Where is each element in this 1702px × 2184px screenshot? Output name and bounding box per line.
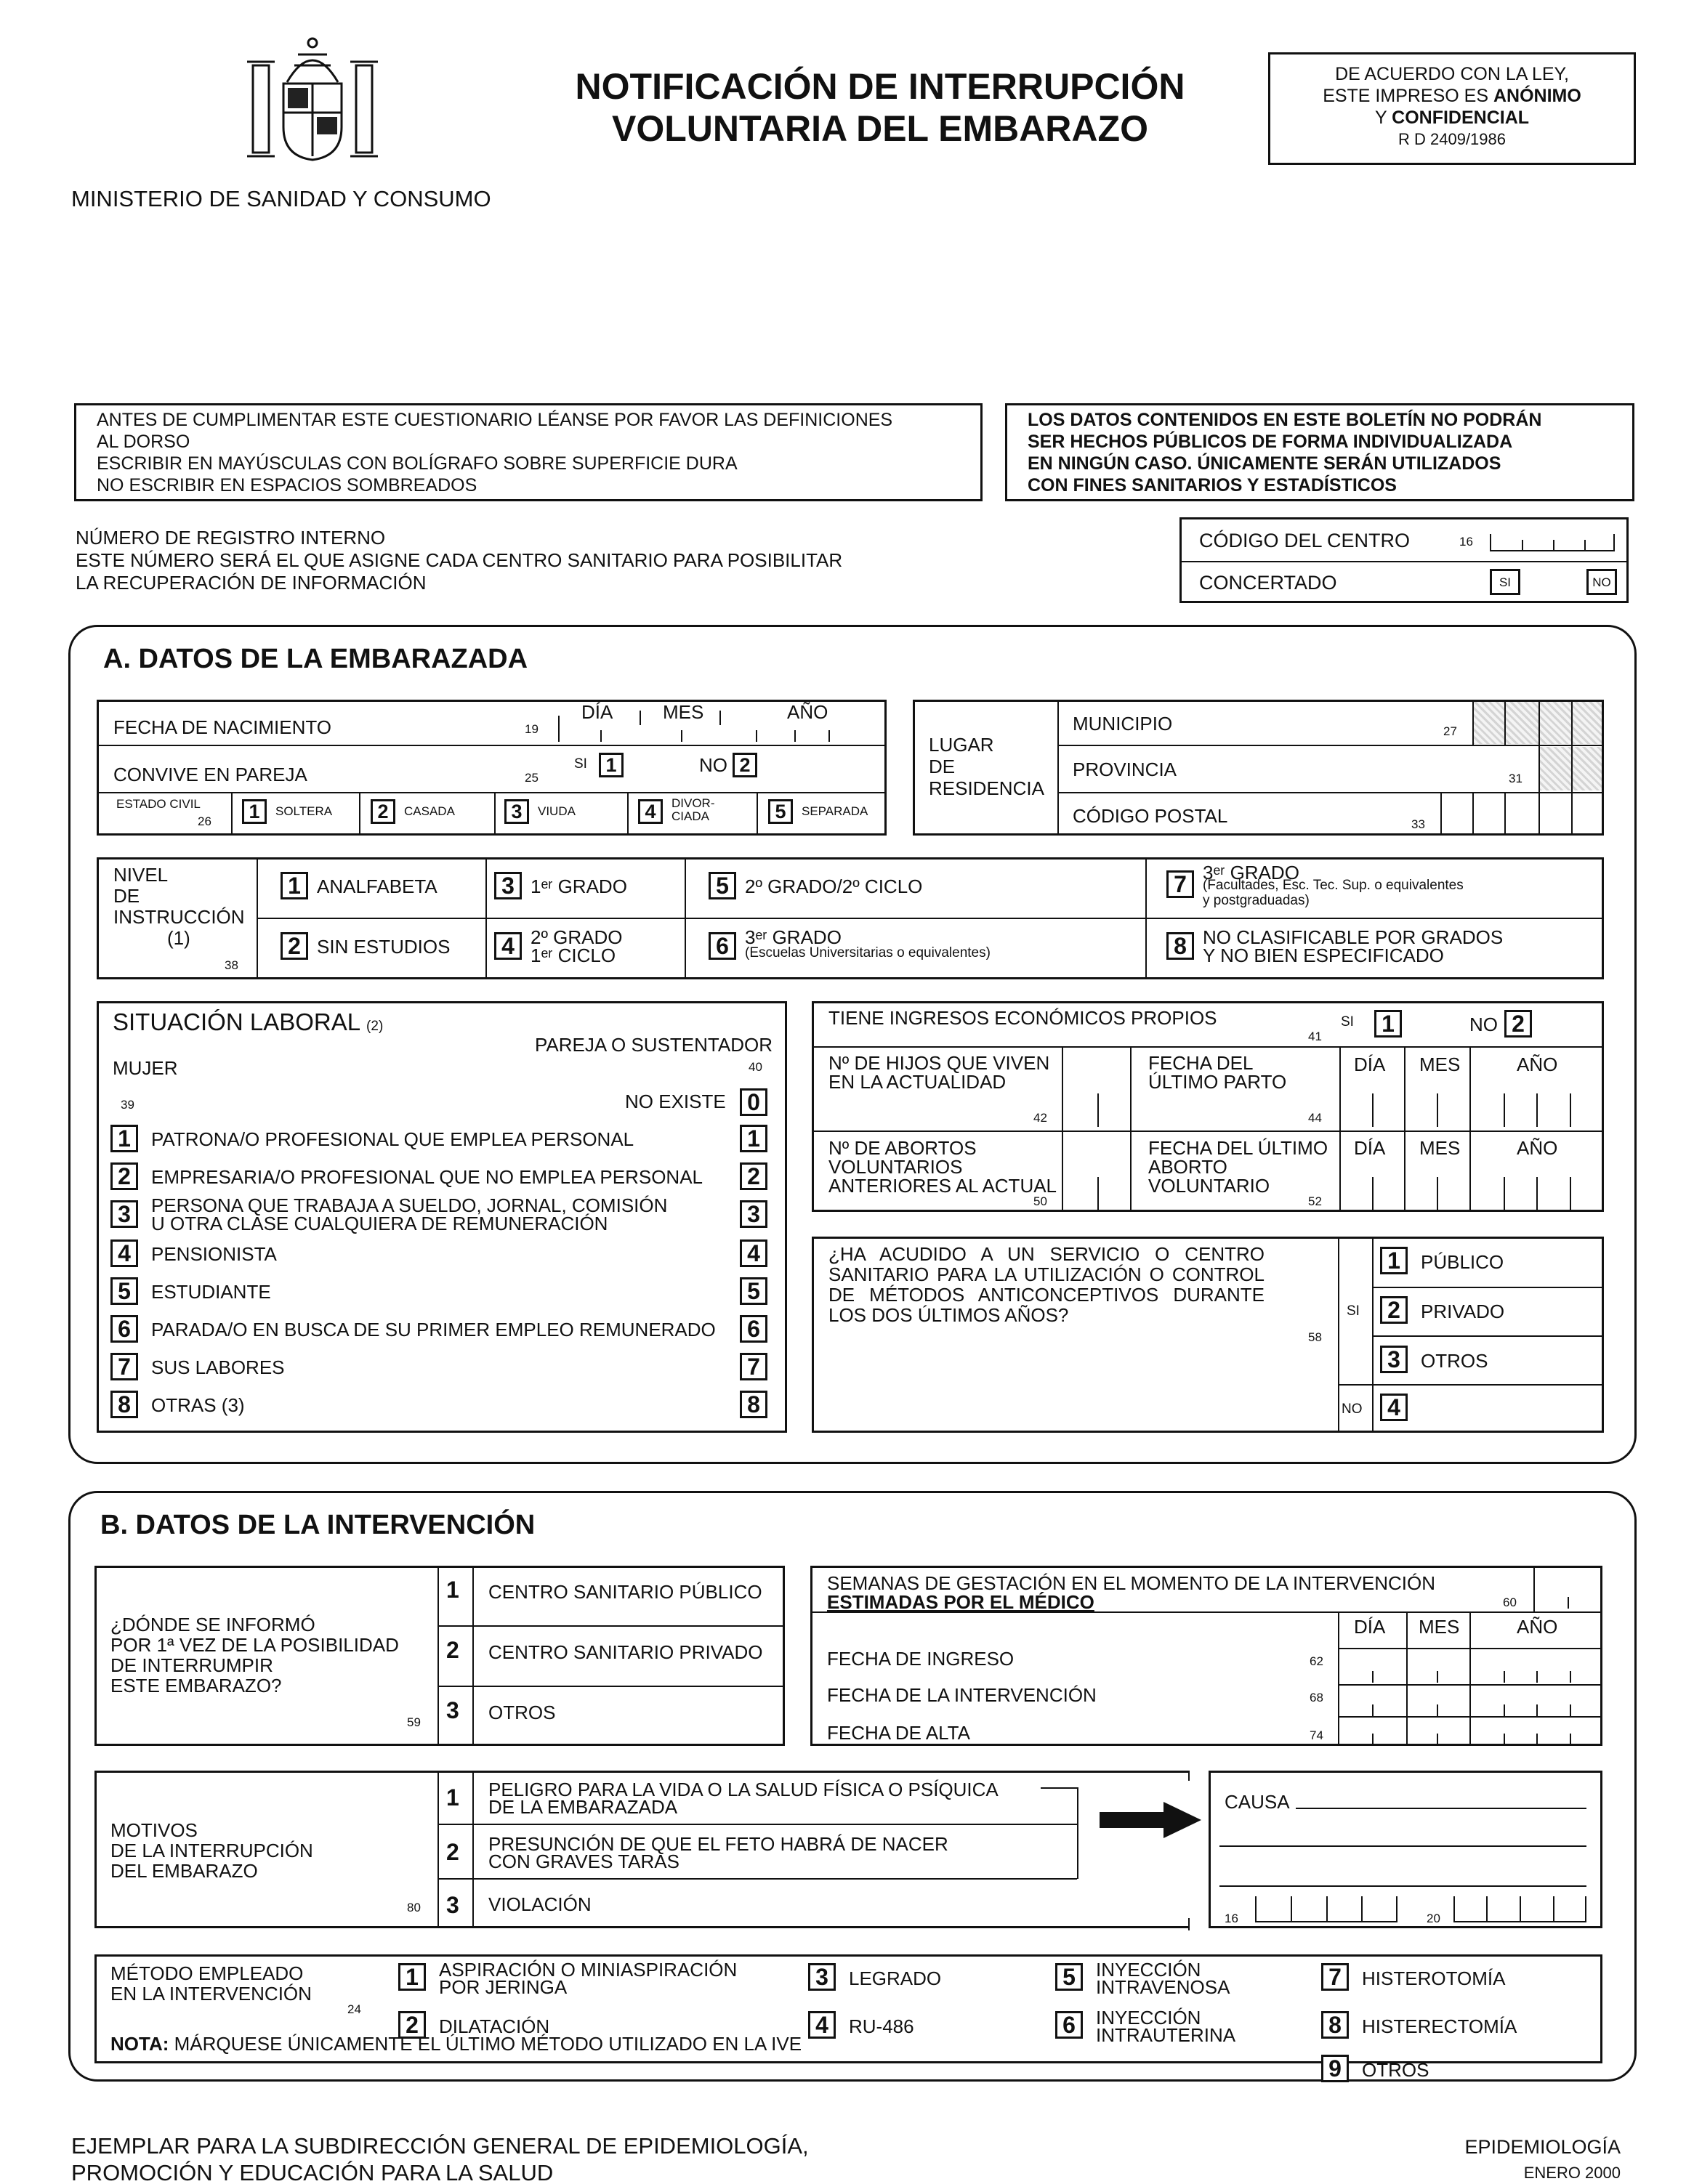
nivel-instruccion-7-label-1: 3ᵉʳ GRADO [1203, 862, 1299, 883]
metodo-3-label-1: LEGRADO [849, 1967, 942, 1989]
servicio-3-checkbox[interactable]: 3 [1380, 1346, 1408, 1373]
donde-line-2: POR 1ª VEZ DE LA POSIBILIDAD [110, 1634, 399, 1656]
ultimo-parto-line-2: ÚLTIMO PARTO [1148, 1071, 1287, 1093]
donde-1-label: CENTRO SANITARIO PÚBLICO [488, 1581, 762, 1603]
laboral-mujer-8-label: OTRAS (3) [151, 1394, 245, 1416]
laboral-pareja-5-checkbox[interactable]: 5 [740, 1277, 767, 1305]
servicio-2-checkbox[interactable]: 2 [1380, 1296, 1408, 1324]
hijos-field[interactable] [1062, 1090, 1129, 1129]
motivo-3-number[interactable]: 3 [446, 1892, 459, 1918]
motivo-3-label-1: VIOLACIÓN [488, 1893, 592, 1915]
fecha-alta-field[interactable] [1339, 1718, 1602, 1745]
estado-civil-3-checkbox[interactable]: 3 [504, 799, 529, 824]
ingresos-no-label: NO [1469, 1014, 1498, 1035]
abortos-line-3: ANTERIORES AL ACTUAL [828, 1175, 1057, 1197]
abortos-line-1: Nº DE ABORTOS [828, 1137, 977, 1159]
situacion-laboral-title [113, 1010, 383, 1035]
fecha-intervencion-field[interactable] [1339, 1686, 1602, 1715]
nota-label: NOTA: [110, 2033, 169, 2055]
nivel-instruccion-8-label-2: Y NO BIEN ESPECIFICADO [1203, 945, 1444, 966]
laboral-mujer-5-label: ESTUDIANTE [151, 1281, 271, 1303]
nivel-instruccion-2-label: SIN ESTUDIOS [317, 936, 451, 958]
date-digit-separator [1504, 1734, 1505, 1745]
estado-civil-1-checkbox[interactable]: 1 [242, 799, 267, 824]
laboral-pareja-1-checkbox[interactable]: 1 [740, 1125, 767, 1152]
servicio-4-checkbox[interactable]: 4 [1380, 1394, 1408, 1421]
ministry-name: MINISTERIO DE SANIDAD Y CONSUMO [71, 186, 491, 211]
date-digit-separator [1437, 1734, 1438, 1745]
semanas-line-2: ESTIMADAS POR EL MÉDICO [827, 1591, 1094, 1613]
concertado-si-checkbox[interactable]: SI [1490, 569, 1520, 595]
donde-1-number[interactable]: 1 [446, 1577, 459, 1603]
estado-civil-1-label: SOLTERA [275, 804, 333, 818]
mes-label: MES [663, 701, 704, 723]
laboral-pareja-4-checkbox[interactable]: 4 [740, 1239, 767, 1267]
fecha-alta-label: FECHA DE ALTA [827, 1722, 970, 1744]
servicio-1-label: PÚBLICO [1421, 1251, 1504, 1273]
nivel-instruccion-1-checkbox[interactable]: 1 [281, 872, 308, 899]
metodo-1-label-2: POR JERINGA [439, 1976, 568, 1998]
servicio-no-label: NO [1342, 1402, 1363, 1417]
metodo-4-checkbox[interactable]: 4 [808, 2011, 836, 2039]
causa-num-16: 16 [1225, 1912, 1238, 1925]
convive-no-label: NO [699, 754, 727, 776]
date-digit-separator [1536, 1704, 1538, 1716]
convive-no-checkbox[interactable]: 2 [733, 753, 757, 777]
section-a-title: A. DATOS DE LA EMBARAZADA [103, 644, 528, 674]
motivos-num: 80 [407, 1901, 421, 1914]
metodo-line-2: EN LA INTERVENCIÓN [110, 1983, 312, 2005]
donde-2-number[interactable]: 2 [446, 1637, 459, 1663]
codigo-centro-field[interactable] [1490, 534, 1615, 551]
servicio-num: 58 [1308, 1330, 1322, 1344]
motivos-line-3: DEL EMBARAZO [110, 1860, 258, 1882]
donde-3-label: OTROS [488, 1702, 556, 1723]
fecha-nacimiento-field[interactable] [558, 716, 849, 743]
laboral-mujer-1-label: PATRONA/O PROFESIONAL QUE EMPLEA PERSONAL [151, 1128, 634, 1150]
residencia-line-3: RESIDENCIA [929, 777, 1044, 799]
date-digit-separator [1536, 1734, 1538, 1745]
laboral-mujer-2-label: EMPRESARIA/O PROFESIONAL QUE NO EMPLEA PERSONAL [151, 1166, 703, 1188]
laboral-num-39: 39 [121, 1098, 134, 1112]
abortos-line-2: VOLUNTARIOS [828, 1156, 963, 1178]
fecha-alta-num: 74 [1310, 1728, 1323, 1742]
metodo-num: 24 [347, 2002, 361, 2016]
motivo-1-label-2: DE LA EMBARAZADA [488, 1796, 678, 1818]
nota-text: MÁRQUESE ÚNICAMENTE EL ÚLTIMO MÉTODO UTILIZADO EN LA IVE [169, 2033, 802, 2055]
aborto-dia-label: DÍA [1354, 1137, 1386, 1159]
estado-civil-3-label: VIUDA [538, 804, 576, 818]
legal-box [1268, 52, 1636, 165]
registro-line-2: ESTE NÚMERO SERÁ EL QUE ASIGNE CADA CENTRO SANITARIO PARA POSIBILITAR [76, 549, 843, 571]
codigo-postal-field[interactable] [1440, 793, 1603, 834]
fecha-ingreso-field[interactable] [1339, 1649, 1602, 1683]
nivel-instruccion-6-label-1: 3ᵉʳ GRADO [745, 926, 842, 948]
metodo-2-label-1: DILATACIÓN [439, 2015, 550, 2037]
nivel-instruccion-5-label: 2º GRADO/2º CICLO [745, 875, 923, 897]
metodo-nota [110, 2034, 802, 2054]
causa-label: CAUSA [1225, 1791, 1290, 1813]
convive-si-checkbox[interactable]: 1 [599, 753, 624, 777]
nivel-instruccion-2-checkbox[interactable]: 2 [281, 932, 308, 960]
ultimo-aborto-line-2: ABORTO [1148, 1156, 1227, 1178]
municipio-num: 27 [1443, 724, 1457, 738]
footer-line-2: PROMOCIÓN Y EDUCACIÓN PARA LA SALUD [71, 2160, 554, 2184]
metodo-4-label-1: RU-486 [849, 2015, 914, 2037]
privacy-box [1005, 403, 1634, 501]
instructions-line-3: ESCRIBIR EN MAYÚSCULAS CON BOLÍGRAFO SOBRE SUPERFICIE DURA [97, 453, 738, 474]
fecha-nacimiento-num: 19 [525, 722, 539, 736]
laboral-note: (2) [366, 1019, 384, 1034]
legal-line-1: DE ACUERDO CON LA LEY, [1335, 64, 1569, 84]
abortos-field[interactable] [1062, 1173, 1129, 1211]
convive-si-label: SI [574, 756, 587, 772]
laboral-mujer-3-label-2: U OTRA CLASE CUALQUIERA DE REMUNERACIÓN [151, 1213, 608, 1234]
nivel-instruccion-7-checkbox[interactable]: 7 [1166, 870, 1194, 898]
estado-civil-label: ESTADO CIVIL [116, 797, 201, 811]
motivo-1-label-1: PELIGRO PARA LA VIDA O LA SALUD FÍSICA O PSÍQUICA [488, 1779, 999, 1800]
nivel-instruccion-3-checkbox[interactable]: 3 [494, 872, 522, 899]
nivel-instruccion-6-checkbox[interactable]: 6 [709, 932, 736, 960]
motivo-2-number[interactable]: 2 [446, 1839, 459, 1865]
nivel-instruccion-7-label-2: (Facultades, Esc. Tec. Sup. o equivalentes [1203, 878, 1464, 893]
instructions-line-1: ANTES DE CUMPLIMENTAR ESTE CUESTIONARIO LÉANSE POR FAVOR LAS DEFINICIONES [97, 410, 893, 430]
metodo-7-label-1: HISTEROTOMÍA [1362, 1967, 1506, 1989]
metodo-1-checkbox[interactable]: 1 [398, 1963, 426, 1991]
date-digit-separator [1504, 1671, 1505, 1683]
aborto-mes-label: MES [1419, 1137, 1461, 1159]
fecha-ingreso-label: FECHA DE INGRESO [827, 1648, 1015, 1670]
parto-dia-label: DÍA [1354, 1053, 1386, 1075]
date-digit-separator [1536, 1671, 1538, 1683]
estado-civil-num: 26 [198, 814, 211, 828]
residencia-line-1: LUGAR [929, 734, 994, 756]
servicio-3-label: OTROS [1421, 1350, 1488, 1372]
estado-civil-2-checkbox[interactable]: 2 [371, 799, 395, 824]
ingresos-si-checkbox[interactable]: 1 [1374, 1010, 1402, 1038]
fecha-ingreso-num: 62 [1310, 1654, 1323, 1668]
privacy-line-2: SER HECHOS PÚBLICOS DE FORMA INDIVIDUALIZADA [1028, 432, 1513, 452]
metodo-5-label-1: INYECCIÓN [1096, 1959, 1201, 1981]
nivel-line-4: (1) [167, 927, 190, 949]
legal-decree: R D 2409/1986 [1398, 130, 1506, 148]
metodo-7-checkbox[interactable]: 7 [1321, 1963, 1349, 1991]
nivel-instruccion-8-checkbox[interactable]: 8 [1166, 932, 1194, 960]
privacy-line-3: EN NINGÚN CASO. ÚNICAMENTE SERÁN UTILIZADOS [1028, 453, 1501, 474]
servicio-si-label: SI [1347, 1303, 1360, 1319]
estado-civil-5-checkbox[interactable]: 5 [768, 799, 793, 824]
ultimo-parto-num: 44 [1308, 1111, 1322, 1125]
semanas-num: 60 [1503, 1595, 1517, 1609]
estado-civil-4-label-1: DIVOR- [671, 796, 715, 810]
donde-num: 59 [407, 1715, 421, 1729]
hijos-num: 42 [1033, 1111, 1047, 1125]
laboral-mujer-3-checkbox[interactable]: 3 [110, 1200, 138, 1228]
motivo-2-label-2: CON GRAVES TARAS [488, 1851, 679, 1872]
concertado-no-checkbox[interactable]: NO [1586, 569, 1617, 595]
municipio-field[interactable] [1472, 702, 1602, 744]
convive-num: 25 [525, 771, 539, 785]
title-line-1: NOTIFICACIÓN DE INTERRUPCIÓN [575, 66, 1185, 107]
nivel-line-1: NIVEL [113, 864, 169, 886]
causa-field[interactable] [1296, 1808, 1586, 1809]
fecha-nacimiento-label: FECHA DE NACIMIENTO [113, 716, 332, 738]
laboral-mujer-7-checkbox[interactable]: 7 [110, 1353, 138, 1380]
laboral-pareja-2-checkbox[interactable]: 2 [740, 1162, 767, 1190]
nivel-instruccion-4-label-1: 2º GRADO [531, 926, 623, 948]
date-digit-separator [1437, 1704, 1438, 1716]
nivel-instruccion-5-checkbox[interactable]: 5 [709, 872, 736, 899]
servicio-line-3: DE MÉTODOS ANTICONCEPTIVOS DURANTE [828, 1284, 1265, 1306]
fecha-intervencion-label: FECHA DE LA INTERVENCIÓN [827, 1684, 1097, 1706]
hijos-line-1: Nº DE HIJOS QUE VIVEN [828, 1052, 1050, 1074]
residencia-line-2: DE [929, 756, 956, 777]
donde-3-number[interactable]: 3 [446, 1697, 459, 1723]
pareja-label: PAREJA O SUSTENTADOR [535, 1034, 773, 1056]
metodo-3-checkbox[interactable]: 3 [808, 1963, 836, 1991]
nivel-instruccion-4-label-2: 1ᵉʳ CICLO [531, 945, 616, 966]
semanas-field[interactable] [1533, 1568, 1600, 1610]
metodo-6-label-2: INTRAUTERINA [1096, 2024, 1236, 2046]
ultimo-parto-field[interactable] [1340, 1090, 1603, 1129]
laboral-mujer-6-label: PARADA/O EN BUSCA DE SU PRIMER EMPLEO REMUNERADO [151, 1319, 716, 1340]
nivel-instruccion-3-label: 1ᵉʳ GRADO [531, 875, 627, 897]
estado-civil-4-checkbox[interactable]: 4 [638, 799, 663, 824]
ingresos-si-label: SI [1341, 1014, 1354, 1030]
legal-confidencial: CONFIDENCIAL [1392, 108, 1530, 128]
nivel-instruccion-6-label-2: (Escuelas Universitarias o equivalentes) [745, 945, 991, 960]
metodo-2-checkbox[interactable]: 2 [398, 2011, 426, 2039]
registro-line-3: LA RECUPERACIÓN DE INFORMACIÓN [76, 572, 427, 594]
ultimo-aborto-field[interactable] [1340, 1173, 1603, 1211]
legal-anonimo: ANÓNIMO [1493, 86, 1581, 106]
mujer-label: MUJER [113, 1057, 178, 1079]
date-digit-separator [1570, 1671, 1571, 1683]
metodo-1-label-1: ASPIRACIÓN O MINIASPIRACIÓN [439, 1959, 738, 1981]
metodo-9-checkbox[interactable]: 9 [1321, 2055, 1349, 2082]
registro-text [76, 527, 842, 594]
privacy-line-4: CON FINES SANITARIOS Y ESTADÍSTICOS [1028, 475, 1397, 496]
donde-line-3: DE INTERRUMPIR [110, 1654, 273, 1676]
anio-label: AÑO [787, 701, 828, 723]
semanas-line-1: SEMANAS DE GESTACIÓN EN EL MOMENTO DE LA INTERVENCIÓN [827, 1572, 1435, 1594]
privacy-line-1: LOS DATOS CONTENIDOS EN ESTE BOLETÍN NO PODRÁN [1028, 410, 1542, 430]
footer-line-1: EJEMPLAR PARA LA SUBDIRECCIÓN GENERAL DE EPIDEMIOLOGÍA, [71, 2133, 809, 2159]
nivel-line-2: DE [113, 885, 140, 907]
parto-mes-label: MES [1419, 1053, 1461, 1075]
nivel-instruccion-4-checkbox[interactable]: 4 [494, 932, 522, 960]
legal-line-3: Y [1374, 108, 1392, 128]
date-digit-separator [1372, 1734, 1374, 1745]
arrow-right-icon [1100, 1802, 1201, 1842]
codigo-postal-num: 33 [1411, 817, 1425, 831]
ultimo-aborto-line-1: FECHA DEL ÚLTIMO [1148, 1137, 1328, 1159]
parto-anio-label: AÑO [1517, 1053, 1558, 1075]
laboral-mujer-7-label: SUS LABORES [151, 1356, 285, 1378]
metodo-6-checkbox[interactable]: 6 [1055, 2011, 1083, 2039]
motivos-line-2: DE LA INTERRUPCIÓN [110, 1840, 313, 1861]
estado-civil-5-label: SEPARADA [802, 804, 868, 818]
estado-civil-2-label: CASADA [404, 804, 455, 818]
nivel-line-3: INSTRUCCIÓN [113, 906, 245, 928]
date-digit-separator [1372, 1704, 1374, 1716]
estado-civil-4-label-2: CIADA [671, 809, 709, 823]
ultimo-aborto-num: 52 [1308, 1194, 1322, 1208]
metodo-8-label-1: HISTERECTOMÍA [1362, 2015, 1517, 2037]
laboral-mujer-1-checkbox[interactable]: 1 [110, 1125, 138, 1152]
servicio-2-label: PRIVADO [1421, 1301, 1505, 1322]
metodo-6-label-1: INYECCIÓN [1096, 2007, 1201, 2029]
date-digit-separator [1570, 1734, 1571, 1745]
laboral-mujer-8-checkbox[interactable]: 8 [110, 1391, 138, 1418]
laboral-pareja-8-checkbox[interactable]: 8 [740, 1391, 767, 1418]
municipio-label: MUNICIPIO [1073, 713, 1173, 735]
metodo-9-label-1: OTROS [1362, 2059, 1429, 2081]
date-digit-separator [1504, 1704, 1505, 1716]
motivo-1-number[interactable]: 1 [446, 1784, 459, 1811]
abortos-num: 50 [1033, 1194, 1047, 1208]
laboral-mujer-5-checkbox[interactable]: 5 [110, 1277, 138, 1305]
legal-line-2: ESTE IMPRESO ES [1323, 86, 1493, 106]
provincia-num: 31 [1509, 772, 1522, 785]
codigo-postal-label: CÓDIGO POSTAL [1073, 805, 1228, 827]
nivel-instruccion-8-label-1: NO CLASIFICABLE POR GRADOS [1203, 926, 1504, 948]
instructions-line-2: AL DORSO [97, 432, 190, 452]
footer-epidemiologia: EPIDEMIOLOGÍA [1464, 2136, 1621, 2158]
no-existe-label: NO EXISTE [625, 1091, 726, 1112]
donde-line-4: ESTE EMBARAZO? [110, 1675, 282, 1696]
servicio-line-1: ¿HA ACUDIDO A UN SERVICIO O CENTRO [828, 1243, 1265, 1265]
motivo-2-label-1: PRESUNCIÓN DE QUE EL FETO HABRÁ DE NACER [488, 1833, 948, 1855]
metodo-5-label-2: INTRAVENOSA [1096, 1976, 1230, 1998]
donde-line-1: ¿DÓNDE SE INFORMÓ [110, 1614, 315, 1635]
motivos-line-1: MOTIVOS [110, 1819, 198, 1841]
servicio-line-4: LOS DOS ÚLTIMOS AÑOS? [828, 1304, 1069, 1326]
dia-label: DÍA [581, 701, 613, 723]
fecha-b-anio-label: AÑO [1517, 1616, 1558, 1638]
laboral-pareja-7-checkbox[interactable]: 7 [740, 1353, 767, 1380]
nivel-instruccion-7-label-3: y postgraduadas) [1203, 893, 1310, 908]
ingresos-num: 41 [1308, 1030, 1322, 1043]
laboral-mujer-4-label: PENSIONISTA [151, 1243, 277, 1265]
laboral-pareja-6-checkbox[interactable]: 6 [740, 1315, 767, 1343]
nivel-num: 38 [225, 958, 238, 972]
footer-date: ENERO 2000 [1523, 2164, 1621, 2182]
ultimo-parto-line-1: FECHA DEL [1148, 1052, 1254, 1074]
nivel-instruccion-1-label: ANALFABETA [317, 875, 437, 897]
title-line-2: VOLUNTARIA DEL EMBARAZO [612, 108, 1148, 149]
metodo-5-checkbox[interactable]: 5 [1055, 1963, 1083, 1991]
ultimo-aborto-line-3: VOLUNTARIO [1148, 1175, 1270, 1197]
laboral-mujer-6-checkbox[interactable]: 6 [110, 1315, 138, 1343]
servicio-1-checkbox[interactable]: 1 [1380, 1247, 1408, 1274]
ingresos-label: TIENE INGRESOS ECONÓMICOS PROPIOS [828, 1007, 1217, 1029]
metodo-8-checkbox[interactable]: 8 [1321, 2011, 1349, 2039]
fecha-b-dia-label: DÍA [1354, 1616, 1386, 1638]
laboral-title-text: SITUACIÓN LABORAL [113, 1008, 360, 1035]
instructions-line-4: NO ESCRIBIR EN ESPACIOS SOMBREADOS [97, 475, 477, 496]
provincia-label: PROVINCIA [1073, 759, 1177, 780]
date-digit-separator [1372, 1671, 1374, 1683]
codigo-centro-num: 16 [1459, 535, 1473, 549]
instructions-box [74, 403, 983, 501]
laboral-mujer-3-label-1: PERSONA QUE TRABAJA A SUELDO, JORNAL, COMISIÓN [151, 1194, 668, 1216]
fecha-intervencion-num: 68 [1310, 1691, 1323, 1704]
concertado-label: CONCERTADO [1199, 572, 1337, 594]
section-b-title: B. DATOS DE LA INTERVENCIÓN [100, 1510, 536, 1540]
pareja-no-existe-checkbox[interactable]: 0 [740, 1088, 767, 1116]
registro-line-1: NÚMERO DE REGISTRO INTERNO [76, 527, 386, 549]
date-digit-separator [1437, 1671, 1438, 1683]
laboral-mujer-4-checkbox[interactable]: 4 [110, 1239, 138, 1267]
laboral-mujer-2-checkbox[interactable]: 2 [110, 1162, 138, 1190]
metodo-line-1: MÉTODO EMPLEADO [110, 1962, 304, 1984]
servicio-line-2: SANITARIO PARA LA UTILIZACIÓN O CONTROL [828, 1263, 1265, 1285]
convive-pareja-label: CONVIVE EN PAREJA [113, 764, 307, 785]
provincia-field[interactable] [1538, 747, 1602, 790]
aborto-anio-label: AÑO [1517, 1137, 1558, 1159]
donde-2-label: CENTRO SANITARIO PRIVADO [488, 1641, 763, 1663]
ingresos-no-checkbox[interactable]: 2 [1504, 1010, 1532, 1038]
causa-num-20: 20 [1427, 1912, 1440, 1925]
fecha-b-mes-label: MES [1419, 1616, 1460, 1638]
codigo-centro-label: CÓDIGO DEL CENTRO [1199, 530, 1411, 551]
laboral-num-40: 40 [749, 1060, 762, 1074]
date-digit-separator [1570, 1704, 1571, 1716]
laboral-pareja-3-checkbox[interactable]: 3 [740, 1200, 767, 1228]
hijos-line-2: EN LA ACTUALIDAD [828, 1071, 1007, 1093]
